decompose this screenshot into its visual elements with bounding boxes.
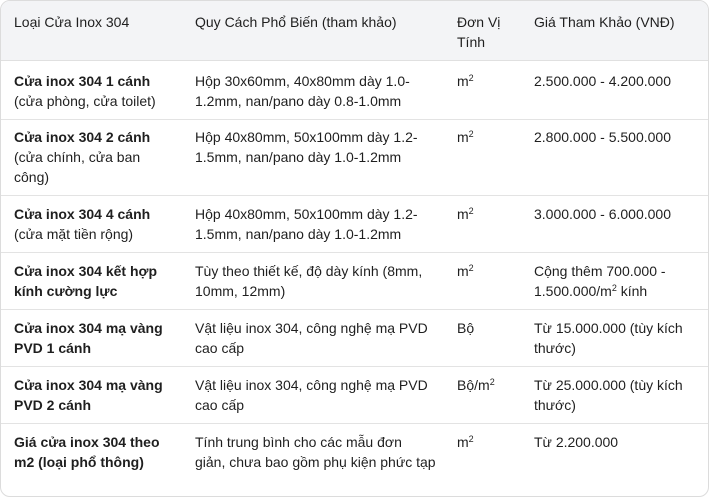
door-type-name: Cửa inox 304 1 cánh — [14, 73, 151, 89]
table-row — [1, 253, 709, 310]
door-type-cell — [1, 253, 182, 310]
unit-cell: $m^2$ — [444, 424, 521, 498]
table-row — [1, 120, 709, 196]
spec-cell: Vật liệu inox 304, công nghệ mạ PVD cao cấp — [182, 367, 444, 424]
spec-cell: Hộp 40x80mm, 50x100mm dày 1.2-1.5mm, nan/pano dày 1.0-1.2mm — [182, 196, 444, 253]
door-type-note: (cửa mặt tiền rộng) — [14, 226, 134, 242]
spec-cell: Vật liệu inox 304, công nghệ mạ PVD cao cấp — [182, 310, 444, 367]
door-type-cell — [1, 367, 182, 424]
door-type-name: Cửa inox 304 mạ vàng PVD 2 cánh — [14, 377, 163, 413]
spec-cell: Hộp 30x60mm, 40x80mm dày 1.0-1.2mm, nan/pano dày 0.8-1.0mm — [182, 61, 444, 120]
unit-cell: Bộ — [444, 310, 521, 367]
table-row — [1, 61, 709, 120]
unit-cell: $m^2$ — [444, 196, 521, 253]
door-type-cell — [1, 61, 182, 120]
price-cell: Cộng thêm $700.000 - 1.500.000/m^2$ kính — [521, 253, 709, 310]
table-row — [1, 196, 709, 253]
price-table — [1, 1, 709, 497]
spec-cell: Tùy theo thiết kế, độ dày kính (8mm, 10mm, 12mm) — [182, 253, 444, 310]
table-header-row — [1, 1, 709, 61]
door-type-name: Giá cửa inox 304 theo m2 (loại phổ thông) — [14, 434, 160, 470]
header-price: Giá Tham Khảo (VNĐ) — [521, 1, 709, 61]
unit-cell: $m^2$ — [444, 61, 521, 120]
table-row — [1, 310, 709, 367]
table-row — [1, 424, 709, 498]
unit-cell: $m^2$ — [444, 253, 521, 310]
price-cell: 3.000.000 - 6.000.000 — [521, 196, 709, 253]
price-cell: Từ 25.000.000 (tùy kích thước) — [521, 367, 709, 424]
header-spec: Quy Cách Phổ Biến (tham khảo) — [182, 1, 444, 61]
spec-cell: Tính trung bình cho các mẫu đơn giản, chưa bao gồm phụ kiện phức tạp — [182, 424, 444, 498]
door-type-name: Cửa inox 304 2 cánh — [14, 129, 151, 145]
spec-cell: Hộp 40x80mm, 50x100mm dày 1.2-1.5mm, nan/pano dày 1.0-1.2mm — [182, 120, 444, 196]
door-type-note: (cửa chính, cửa ban công) — [14, 149, 141, 185]
door-type-cell — [1, 196, 182, 253]
door-type-cell — [1, 310, 182, 367]
table-row — [1, 367, 709, 424]
price-cell: 2.800.000 - 5.500.000 — [521, 120, 709, 196]
door-type-name: Cửa inox 304 mạ vàng PVD 1 cánh — [14, 320, 163, 356]
header-door-type: Loại Cửa Inox 304 — [1, 1, 182, 61]
unit-cell: $Bộ/m^2$ — [444, 367, 521, 424]
price-cell: Từ 2.200.000 — [521, 424, 709, 498]
door-type-cell — [1, 424, 182, 498]
header-unit: Đơn Vị Tính — [444, 1, 521, 61]
door-type-note: (cửa phòng, cửa toilet) — [14, 93, 156, 109]
door-type-name: Cửa inox 304 kết hợp kính cường lực — [14, 263, 158, 299]
price-cell: 2.500.000 - 4.200.000 — [521, 61, 709, 120]
door-type-name: Cửa inox 304 4 cánh — [14, 206, 151, 222]
unit-cell: $m^2$ — [444, 120, 521, 196]
door-type-cell — [1, 120, 182, 196]
price-cell: Từ 15.000.000 (tùy kích thước) — [521, 310, 709, 367]
